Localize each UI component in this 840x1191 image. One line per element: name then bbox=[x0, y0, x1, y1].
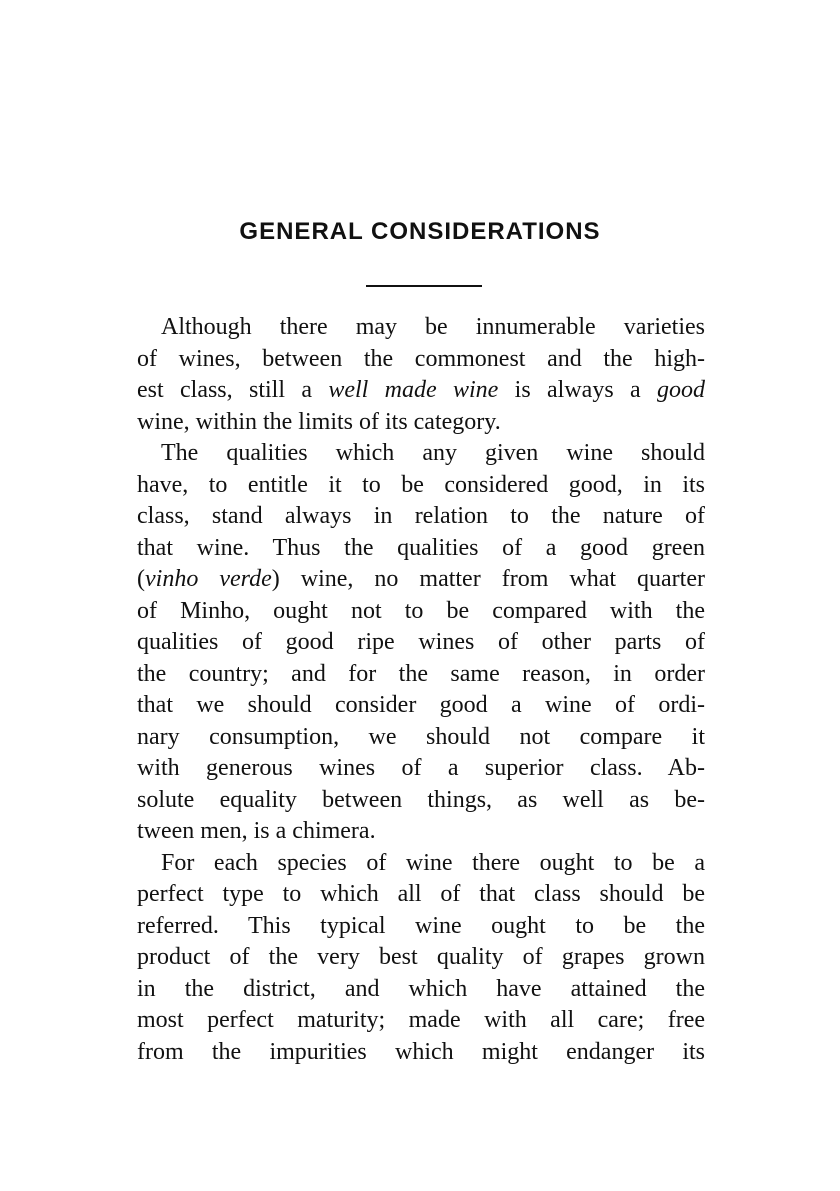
text-line: nary consumption, we should not compare it bbox=[137, 723, 705, 750]
text-line: of wines, between the commonest and the high- bbox=[137, 345, 705, 372]
text-line: from the impurities which might endanger its bbox=[137, 1038, 705, 1065]
text-line: wine, within the limits of its category. bbox=[137, 408, 501, 435]
text-line: in the district, and which have attained the bbox=[137, 975, 705, 1002]
body-text bbox=[137, 312, 705, 1068]
text-line: that wine. Thus the qualities of a good green bbox=[137, 534, 705, 561]
text-line: referred. This typical wine ought to be the bbox=[137, 912, 705, 939]
text-line: Although there may be innumerable varieties bbox=[161, 314, 705, 340]
text-line: have, to entitle it to be considered good, in its bbox=[137, 471, 705, 498]
text-run: ( bbox=[137, 566, 145, 592]
text-run: est class, still a bbox=[137, 377, 329, 403]
emphasis-good: good bbox=[657, 377, 705, 403]
title-divider-rule bbox=[366, 285, 482, 287]
text-line: the country; and for the same reason, in order bbox=[137, 660, 705, 687]
text-line: qualities of good ripe wines of other parts of bbox=[137, 629, 705, 655]
text-line-with-emphasis bbox=[137, 564, 705, 596]
text-line: product of the very best quality of grapes grown bbox=[137, 944, 705, 970]
text-run: is always a bbox=[498, 377, 658, 403]
paragraph-1 bbox=[137, 312, 705, 438]
emphasis-vinho-verde: vinho verde bbox=[145, 566, 272, 592]
chapter-title: GENERAL CONSIDERATIONS bbox=[239, 218, 601, 245]
text-line: with generous wines of a superior class. Ab- bbox=[137, 755, 705, 781]
text-line: perfect type to which all of that class should be bbox=[137, 881, 705, 907]
text-line: most perfect maturity; made with all care; free bbox=[137, 1007, 705, 1033]
paragraph-2 bbox=[137, 438, 705, 848]
text-line: The qualities which any given wine should bbox=[161, 440, 705, 466]
text-line: tween men, is a chimera. bbox=[137, 818, 376, 844]
text-run: ) wine, no matter from what quarter bbox=[271, 566, 705, 592]
text-line: solute equality between things, as well as be- bbox=[137, 786, 705, 813]
emphasis-well-made-wine: well made wine bbox=[328, 377, 499, 403]
text-line: that we should consider good a wine of ordi- bbox=[137, 692, 705, 718]
text-line: class, stand always in relation to the nature of bbox=[137, 503, 705, 529]
text-line: of Minho, ought not to be compared with the bbox=[137, 597, 705, 624]
text-line: For each species of wine there ought to be a bbox=[161, 849, 705, 876]
text-line-with-emphasis bbox=[137, 375, 705, 407]
paragraph-3 bbox=[137, 848, 705, 1069]
